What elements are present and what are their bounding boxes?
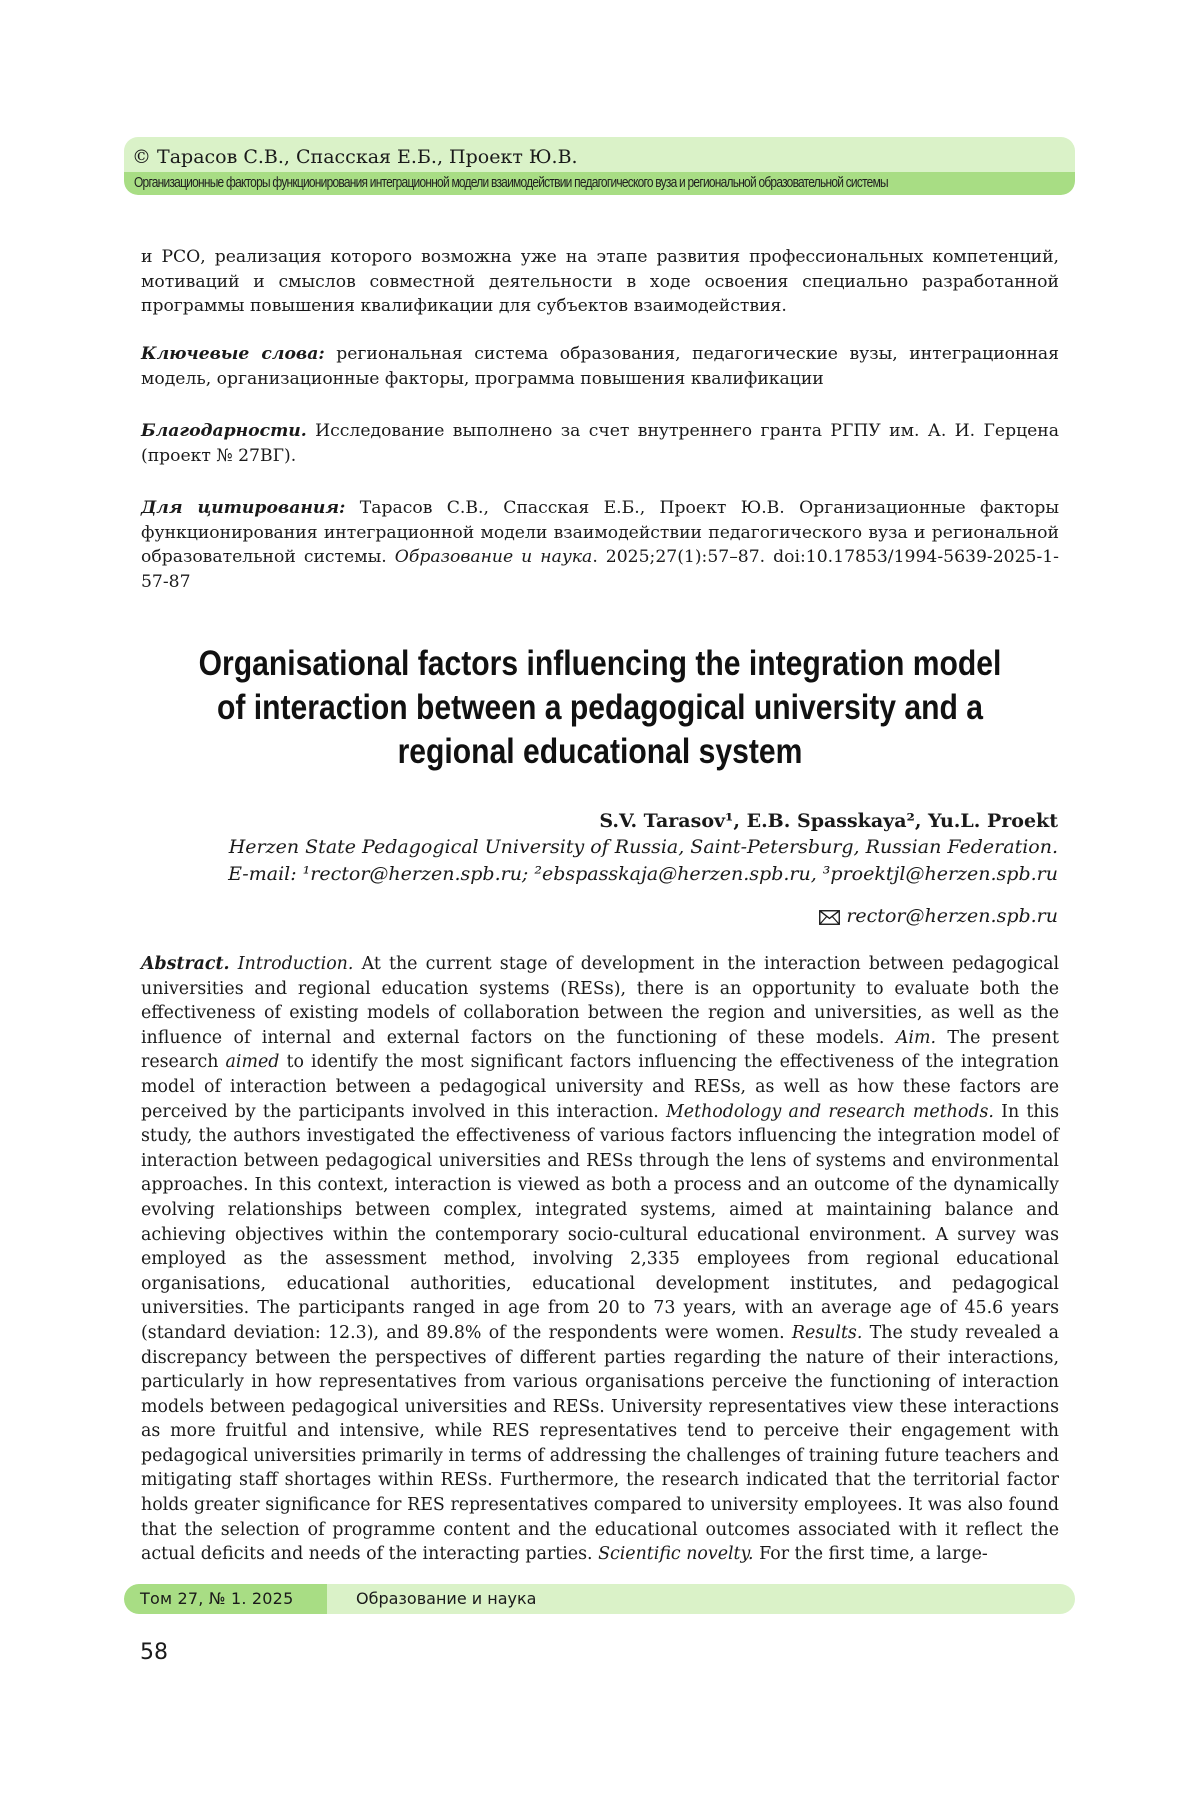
article-authors: S.V. Tarasov¹, E.B. Spasskaya², Yu.L. Proekt — [599, 810, 1058, 832]
footer-volume: Том 27, № 1. 2025 — [124, 1584, 327, 1614]
running-footer — [124, 1584, 1075, 1614]
methods-text: In this study, the authors investigated the effectiveness of various factors influencing the integration model of interaction between pedagogical universities and RESs through the lens of systems and environmental approaches. In this context, interaction is viewed as both a process and an outcome of the dynamically evolving relationships between complex, integrated systems, aimed at maintaining balance and achieving objectives within the contemporary socio-cultural educational environment. A survey was employed as the assessment method, involving 2,335 employees from regional educational organisations, educational authorities, educational development institutes, and pedagogical universities. The participants ranged in age from 20 to 73 years, with an average age of 45.6 years (standard deviation: 12.3), and 89.8% of the respondents were women. — [141, 1101, 1059, 1343]
page-number: 58 — [140, 1640, 168, 1665]
aim-word: aimed — [225, 1052, 280, 1073]
article-affiliation: Herzen State Pedagogical University of Russia, Saint-Petersburg, Russian Federation. — [228, 836, 1058, 858]
ru-acknowledgements-label: Благодарности. — [141, 421, 307, 441]
abstract-label: Abstract. — [141, 954, 230, 974]
ru-citation-label: Для цитирования: — [141, 498, 346, 518]
corresponding-contact — [819, 905, 1058, 927]
ru-acknowledgements-text: Исследование выполнено за счет внутреннего гранта РГПУ им. А. И. Герцена (проект № 27ВГ). — [141, 421, 1059, 466]
article-emails: E-mail: ¹rector@herzen.spb.ru; ²ebspasskaja@herzen.spb.ru, ³proektjl@herzen.spb.ru — [228, 863, 1058, 885]
ru-citation-text: Тарасов С.В., Спасская Е.Б., Проект Ю.В. Организационные факторы функционирования интеграционной модели взаимодействии педагогического вуза и региональной образовательной системы. — [141, 498, 1059, 567]
novelty-label: Scientific novelty. — [598, 1544, 754, 1565]
ru-acknowledgements — [141, 419, 1059, 468]
ru-keywords-text: региональная система образования, педагогические вузы, интеграционная модель, организационные факторы, программа повышения квалификации — [141, 344, 1059, 389]
ru-keywords — [141, 342, 1059, 391]
footer-journal: Образование и наука — [356, 1589, 537, 1608]
ru-abstract-tail — [141, 245, 1059, 319]
novelty-text: For the first time, a large- — [753, 1544, 988, 1565]
methods-label: Methodology and research methods. — [665, 1101, 994, 1122]
ru-abstract-tail-text: и РСО, реализация которого возможна уже на этапе развития профессиональных компетенций, мотиваций и смыслов совместной деятельности в ходе освоения специально разработанной программы повышения квалификации для субъектов взаимодействия. — [141, 247, 1059, 316]
article-title: Organisational factors influencing the integration model of interaction between a pedagogical university and a regional educational system — [198, 644, 1002, 771]
results-label: Results. — [791, 1322, 863, 1343]
aim-text-a: The present research — [141, 1027, 1059, 1073]
running-header — [124, 137, 1075, 195]
header-subtitle-bar — [124, 172, 1075, 195]
ru-keywords-label: Ключевые слова: — [141, 344, 325, 364]
results-text: The study revealed a discrepancy between the perspectives of different parties regarding the nature of their interactions, particularly in how representatives from various organisations perceive the functioning of interaction models between pedagogical universities and RESs. University representatives view these interactions as more fruitful and intensive, while RES representatives tend to perceive their engagement with pedagogical universities primarily in terms of addressing the challenges of training future teachers and mitigating staff shortages within RESs. Furthermore, the research indicated that the territorial factor holds greater significance for RES representatives compared to university employees. It was also found that the selection of programme content and the educational outcomes associated with it reflect the actual deficits and needs of the interacting parties. — [141, 1322, 1060, 1565]
introduction-text: At the current stage of development in the interaction between pedagogical universities and regional education systems (RESs), there is an opportunity to evaluate both the effectiveness of existing models of collaboration between the region and universities, as well as the influence of internal and external factors on the functioning of these models. — [141, 954, 1060, 1048]
ru-citation-journal: Образование и наука — [394, 547, 593, 567]
contact-email: rector@herzen.spb.ru — [846, 905, 1058, 927]
header-authors: © Тарасов С.В., Спасская Е.Б., Проект Ю.В. — [132, 146, 578, 168]
english-abstract — [141, 952, 1059, 1567]
ru-citation-tail: . 2025;27(1):57–87. doi:10.17853/1994-5639-2025-1-57-87 — [141, 547, 1059, 592]
header-subtitle: Организационные факторы функционирования интеграционной модели взаимодействии педагогического вуза и региональной образовательной системы — [134, 175, 888, 191]
ru-citation — [141, 496, 1059, 594]
envelope-icon — [819, 910, 840, 925]
aim-label: Aim. — [895, 1027, 936, 1048]
introduction-label: Introduction. — [237, 954, 354, 974]
aim-text-b: to identify the most significant factors influencing the effectiveness of the integration model of interaction between a pedagogical university and RESs, as well as how these factors are perceived by the participants involved in this interaction. — [141, 1052, 1059, 1122]
